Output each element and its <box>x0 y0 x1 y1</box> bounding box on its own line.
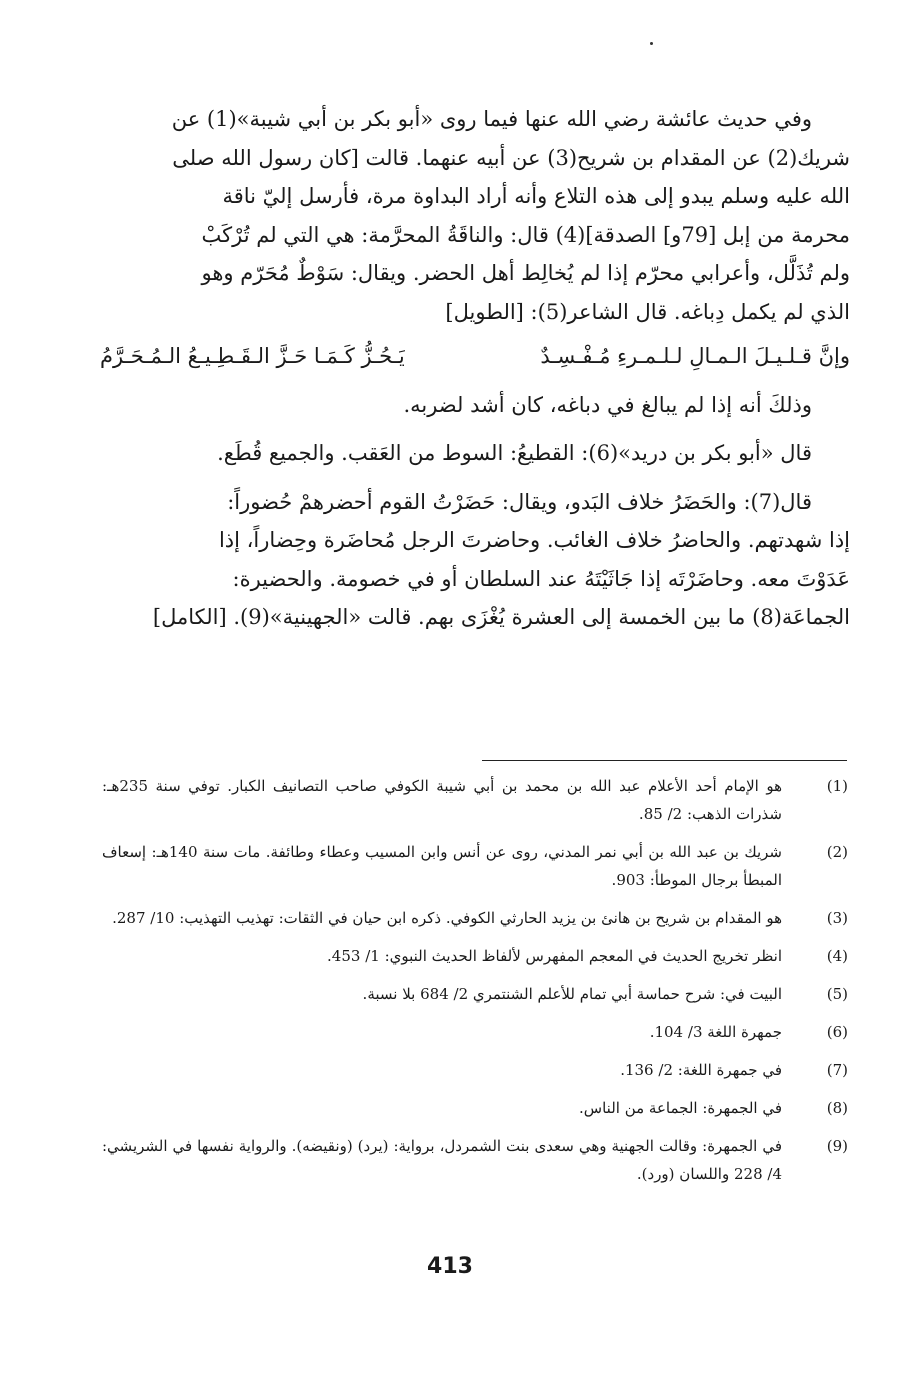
page-number: 413 <box>427 1254 473 1279</box>
footnote-text: هو المقدام بن شريح بن هانئ بن يزيد الحارثي الكوفي. ذكره ابن حيان في الثقات: تهذيب التهذيب: 10/ 287. <box>112 909 782 927</box>
text-line: شريك(2) عن المقدام بن شريح(3) عن أبيه عنهما. قالت [كان رسول الله صلى <box>172 145 850 170</box>
verse-second-hemistich: يَـحُـزُّ كَـمَـا حَـزَّ الـقَـطِـيـعُ الـمُـحَـرَّمُ <box>100 344 405 368</box>
footnote <box>102 1056 848 1084</box>
footnotes <box>102 772 848 1198</box>
text-line: إذا شهدتهم. والحاضرُ خلاف الغائب. وحاضرتَ الرجل مُحاضَرة وحِضاراً، إذا <box>218 528 850 552</box>
footnote-number: (7) <box>826 1061 848 1079</box>
text-line: الجماعَة(8) ما بين الخمسة إلى العشرة يُغْزَى بهم. قالت «الجهينية»(9). [الكامل] <box>152 605 850 629</box>
poem-verse <box>100 337 850 376</box>
footnote <box>102 942 848 970</box>
footnote-number: (8) <box>826 1099 848 1117</box>
paragraph: وذلكَ أنه إذا لم يبالغ في دباغه، كان أشد لضربه. <box>403 392 812 417</box>
footnote-number: (9) <box>826 1137 848 1155</box>
main-text <box>100 100 850 637</box>
footnote-text: هو الإمام أحد الأعلام عبد الله بن محمد بن أبي شيبة الكوفي صاحب التصانيف الكبار. توفي سنة 235هـ: شذرات الذهب: 2/ 85. <box>102 777 782 823</box>
verse-first-hemistich: وإنَّ قـلـيـلَ الـمـالِ لـلـمـرءِ مُـفْـسِـدٌ <box>540 344 850 368</box>
text-line: عَدَوْتَ معه. وحاضَرْتَه إذا جَاثَيْتَهُ عند السلطان أو في خصومة. والحضيرة: <box>232 566 850 591</box>
footnote-number: (2) <box>826 843 848 861</box>
footnote-number: (1) <box>826 777 848 795</box>
footnote-number: (6) <box>826 1023 848 1041</box>
footnote <box>102 980 848 1008</box>
text-line: الله عليه وسلم يبدو إلى هذه التلاع وأنه أراد البداوة مرة، فأرسل إليّ ناقة <box>222 184 850 208</box>
footnote <box>102 1018 848 1046</box>
text-line: الذي لم يكمل دِباغه. قال الشاعر(5): [الطويل] <box>445 299 850 324</box>
footnote <box>102 904 848 932</box>
text-line: محرمة من إبل [79و] الصدقة](4) قال: والناقَةُ المحرَّمة: هي التي لم تُرْكَبْ <box>201 222 850 247</box>
footnote-number: (5) <box>826 985 848 1003</box>
footnote-separator <box>482 760 847 761</box>
scan-speck <box>650 42 653 45</box>
footnote-text: في الجمهرة: الجماعة من الناس. <box>579 1099 782 1117</box>
text-line: وفي حديث عائشة رضي الله عنها فيما روى «أبو بكر بن أبي شيبة»(1) عن <box>171 107 812 131</box>
footnote <box>102 1094 848 1122</box>
footnote-number: (3) <box>826 909 848 927</box>
footnote-number: (4) <box>826 947 848 965</box>
footnote-text: في الجمهرة: وقالت الجهنية وهي سعدى بنت الشمردل، برواية: (يرد) (ونقيضه). والرواية نفسها في الشريشي: 4/ 228 واللسان (ورد). <box>102 1137 782 1183</box>
text-line: ولم تُذَلَّل، وأعرابي محرّم إذا لم يُخالِط أهل الحضر. ويقال: سَوْطٌ مُحَرّم وهو <box>201 261 850 285</box>
footnote-text: شريك بن عبد الله بن أبي نمر المدني، روى عن أنس وابن المسيب وعطاء وطائفة. مات سنة 140هـ: إسعاف المبطأ برجال الموطأ: 903. <box>102 843 782 889</box>
text-line: قال(7): والحَضَرُ خلاف البَدو، ويقال: حَضَرْتُ القوم أحضرهمْ حُضوراً: <box>227 489 812 514</box>
footnote-text: في جمهرة اللغة: 2/ 136. <box>620 1061 782 1079</box>
footnote-text: جمهرة اللغة 3/ 104. <box>649 1023 782 1041</box>
footnote <box>102 1132 848 1188</box>
footnote <box>102 772 848 828</box>
footnote-text: البيت في: شرح حماسة أبي تمام للأعلم الشنتمري 2/ 684 بلا نسبة. <box>362 985 782 1003</box>
footnote-text: انظر تخريج الحديث في المعجم المفهرس لألفاظ الحديث النبوي: 1/ 453. <box>327 947 782 965</box>
paragraph: قال «أبو بكر بن دريد»(6): القطيعُ: السوط من العَقب. والجميع قُطَع. <box>217 441 812 465</box>
footnote <box>102 838 848 894</box>
